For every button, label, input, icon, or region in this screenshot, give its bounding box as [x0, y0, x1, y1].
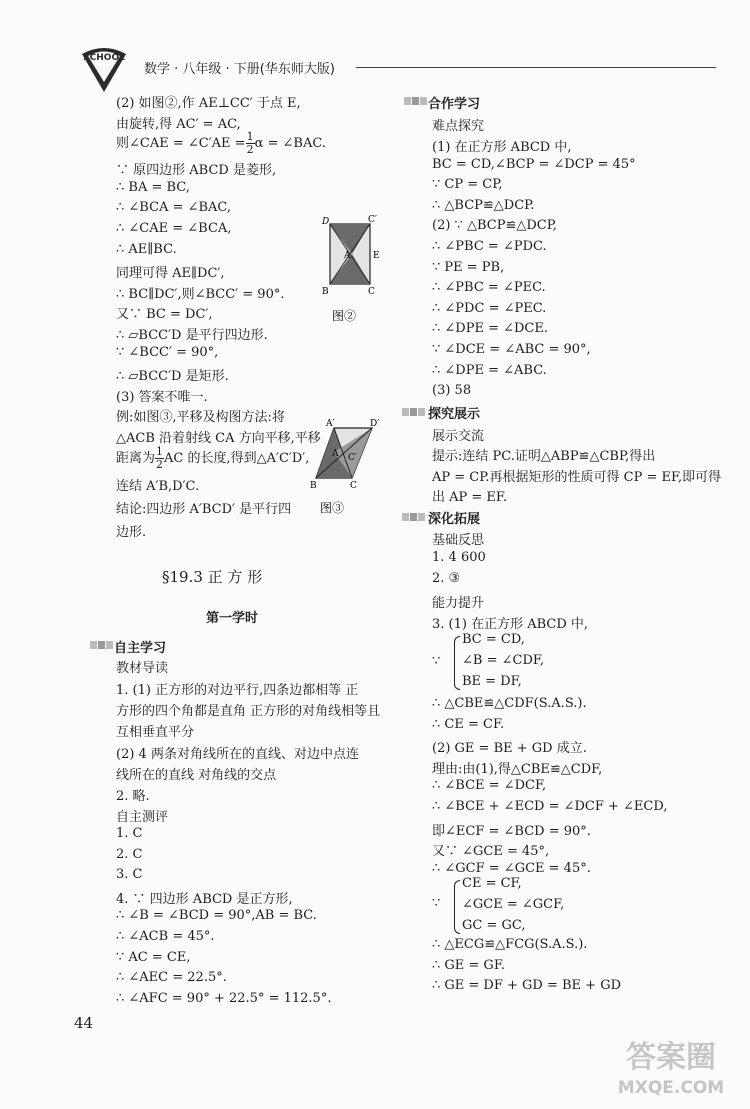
left-line: 方形的四个角都是直角 正方形的对角线相等且: [116, 704, 381, 720]
header-divider: [356, 67, 716, 68]
left-line: 又∵ BC = DC′,: [116, 307, 213, 323]
fig2-caption: 图②: [332, 309, 357, 323]
left-line: 线所在的直线 对角线的交点: [116, 767, 277, 783]
subheading: 能力提升: [432, 596, 485, 611]
because-sign: ∵: [432, 896, 441, 911]
fig3-label-c1: C′: [348, 453, 357, 463]
section-mark-icon: [402, 512, 426, 522]
left-line: 同理可得 AE∥DC′,: [116, 266, 225, 282]
brace-line: CE = CF,: [462, 876, 522, 891]
fig2-label-c: C: [368, 287, 375, 297]
section-heading: 深化拓展: [428, 512, 481, 527]
right-line: ∴ △CBE≌△CDF(S.A.S.).: [432, 696, 587, 711]
left-line: ∴ ▱BCC′D 是矩形.: [116, 369, 229, 385]
fraction-denominator: 2: [156, 457, 164, 471]
fig2-label-c1: C′: [368, 215, 377, 225]
right-line: 1. 4 600: [432, 550, 486, 565]
fig2-label-b: B: [322, 287, 329, 297]
angle-line-pre: 则∠CAE = ∠C′AE =: [116, 136, 246, 152]
right-line: (2) GE = BE + GD 成立.: [432, 741, 587, 757]
brace-line: BC = CD,: [462, 632, 525, 647]
watermark: [599, 1031, 744, 1101]
subheading: 基础反思: [432, 533, 485, 548]
right-line: 即∠ECF = ∠BCD = 90°.: [432, 823, 591, 839]
left-line: (2) 如图②,作 AE⊥CC′ 于点 E,: [116, 96, 301, 111]
distance-line-post: AC 的长度,得到△A′C′D′,: [164, 450, 310, 466]
right-line: ∴ GE = GF.: [432, 957, 505, 973]
left-line: 2. C: [116, 846, 143, 862]
right-line: ∴ ∠BCE = ∠DCF,: [432, 778, 547, 794]
right-line: 又∵ ∠GCE = 45°,: [432, 844, 550, 860]
right-line: ∵ ∠DCE = ∠ABC = 90°,: [432, 342, 591, 357]
figure-2: [318, 212, 388, 324]
fig2-label-a: A: [344, 251, 351, 261]
distance-line-fraction: [155, 446, 164, 471]
angle-line-post: α = ∠BAC.: [254, 136, 326, 152]
left-line: 互相垂直平分: [116, 725, 195, 741]
school-logo: [74, 38, 134, 98]
page-number: 44: [74, 1014, 94, 1032]
section-mark-icon: [402, 407, 426, 417]
left-line: ∴ ∠BCA = ∠BAC,: [116, 200, 232, 216]
distance-line: [116, 446, 309, 471]
left-line: △ACB 沿着射线 CA 方向平移,平移: [116, 431, 321, 446]
left-line: ∴ ▱BCC′D 是平行四边形.: [116, 328, 268, 343]
left-line: 2. 略.: [116, 789, 150, 804]
left-line: ∴ BA = BC,: [116, 179, 190, 195]
left-line: ∵ AC = CE,: [116, 949, 191, 965]
brace-line: GC = GC,: [462, 918, 526, 933]
fig3-label-b: B: [310, 481, 317, 491]
watermark-line2: MXQE.COM: [617, 1078, 725, 1098]
distance-line-pre: 距离为: [116, 450, 156, 466]
right-line: 3. (1) 在正方形 ABCD 中,: [432, 617, 589, 632]
section-title: §19.3 正 方 形: [162, 568, 263, 586]
section-heading: 探究展示: [428, 407, 481, 422]
fraction-numerator: 1: [156, 444, 164, 458]
right-line: ∴ ∠GCF = ∠GCE = 45°.: [432, 860, 591, 876]
figure-3: [310, 418, 390, 518]
left-line: ∴ ∠CAE = ∠BCA,: [116, 221, 232, 236]
left-line: 由旋转,得 AC′ = AC,: [116, 116, 241, 132]
left-line: 边形.: [116, 524, 147, 540]
subheading: 难点探究: [432, 119, 485, 134]
fraction-denominator: 2: [246, 143, 254, 157]
left-line: ∴ ∠AFC = 90° + 22.5° = 112.5°.: [116, 990, 332, 1006]
left-line: ∴ ∠AEC = 22.5°.: [116, 970, 227, 986]
right-line: (2) ∵ △BCP≌△DCP,: [432, 218, 557, 234]
right-line: ∴ ∠BCE + ∠ECD = ∠DCF + ∠ECD,: [432, 799, 668, 814]
right-line: ∴ △ECG≌△FCG(S.A.S.).: [432, 937, 588, 952]
right-line: ∴ GE = DF + GD = BE + GD: [432, 978, 622, 994]
left-line: (3) 答案不唯一.: [116, 389, 208, 405]
brace-line: ∠B = ∠CDF,: [462, 653, 544, 668]
left-line: 结论:四边形 A′BCD′ 是平行四: [116, 501, 292, 517]
right-line: 提示:连结 PC.证明△ABP≌△CBP,得出: [432, 449, 656, 464]
fig3-label-c: C: [350, 481, 357, 491]
section-mark-icon: [404, 96, 428, 106]
fig3-label-a: A: [332, 449, 339, 459]
left-line: ∴ ∠B = ∠BCD = 90°,AB = BC.: [116, 908, 317, 924]
left-line: (2) 4 两条对角线所在的直线、对边中点连: [116, 746, 359, 762]
watermark-line1: 答案圈: [626, 1040, 716, 1075]
subheading: 教材导读: [116, 661, 169, 676]
lesson-title: 第一学时: [206, 611, 259, 626]
right-line: 2. ③: [432, 570, 461, 586]
fig2-label-d: D: [322, 217, 330, 227]
logo-text: SCHOOL: [83, 53, 125, 63]
brace-line: ∠GCE = ∠GCF,: [462, 897, 565, 912]
left-line: ∵ ∠BCC′ = 90°,: [116, 344, 219, 360]
right-line: 理由:由(1),得△CBE≌△CDF,: [432, 761, 603, 777]
right-line: ∴ ∠DPE = ∠DCE.: [432, 321, 548, 337]
left-line: ∴ ∠ACB = 45°.: [116, 929, 215, 944]
right-line: ∴ CE = CF.: [432, 716, 505, 732]
right-line: 出 AP = EF.: [432, 490, 508, 506]
section-heading: 自主学习: [114, 641, 167, 656]
left-line: 连结 A′B,D′C.: [116, 478, 200, 494]
fig3-label-a1: A′: [326, 419, 335, 429]
left-line: 1. C: [116, 826, 143, 841]
left-line: 例:如图③,平移及构图方法:将: [116, 410, 285, 426]
brace: [454, 880, 460, 934]
right-line: ∵ CP = CP,: [432, 177, 503, 193]
brace: [454, 636, 460, 690]
brace-line: BE = DF,: [462, 674, 522, 689]
angle-line-fraction: [246, 131, 255, 156]
left-line: ∴ BC∥DC′,则∠BCC′ = 90°.: [116, 286, 285, 302]
fig3-label-d1: D′: [370, 419, 380, 429]
left-line: 1. (1) 正方形的对边平行,四条边都相等 正: [116, 683, 359, 698]
left-line: 4. ∵ 四边形 ABCD 是正方形,: [116, 891, 293, 907]
right-line: ∴ ∠DPE = ∠ABC.: [432, 362, 547, 378]
right-line: ∴ △BCP≌△DCP.: [432, 197, 535, 213]
subheading: 自主测评: [116, 810, 169, 825]
right-line: (3) 58: [432, 383, 472, 399]
fraction-numerator: 1: [246, 130, 254, 144]
right-line: BC = CD,∠BCP = ∠DCP = 45°: [432, 156, 636, 172]
right-line: ∴ ∠PBC = ∠PDC.: [432, 239, 547, 254]
right-line: ∵ PE = PB,: [432, 259, 505, 275]
fig2-label-e: E: [373, 251, 380, 261]
right-line: ∴ ∠PBC = ∠PEC.: [432, 280, 546, 296]
because-sign: ∵: [432, 654, 441, 669]
angle-line: [116, 131, 326, 156]
right-line: AP = CP.再根据矩形的性质可得 CP = EF,即可得: [432, 469, 722, 485]
section-heading: 合作学习: [428, 97, 481, 112]
right-line: (1) 在正方形 ABCD 中,: [432, 140, 572, 155]
right-line: ∴ ∠PDC = ∠PEC.: [432, 300, 547, 316]
header-title: 数学 · 八年级 · 下册(华东师大版): [144, 62, 335, 77]
section-mark-icon: [90, 640, 114, 650]
subheading: 展示交流: [432, 429, 485, 444]
left-line: 3. C: [116, 867, 143, 883]
left-line: ∵ 原四边形 ABCD 是菱形,: [116, 163, 277, 179]
left-line: ∴ AE∥BC.: [116, 241, 177, 257]
fig3-caption: 图③: [320, 501, 345, 515]
